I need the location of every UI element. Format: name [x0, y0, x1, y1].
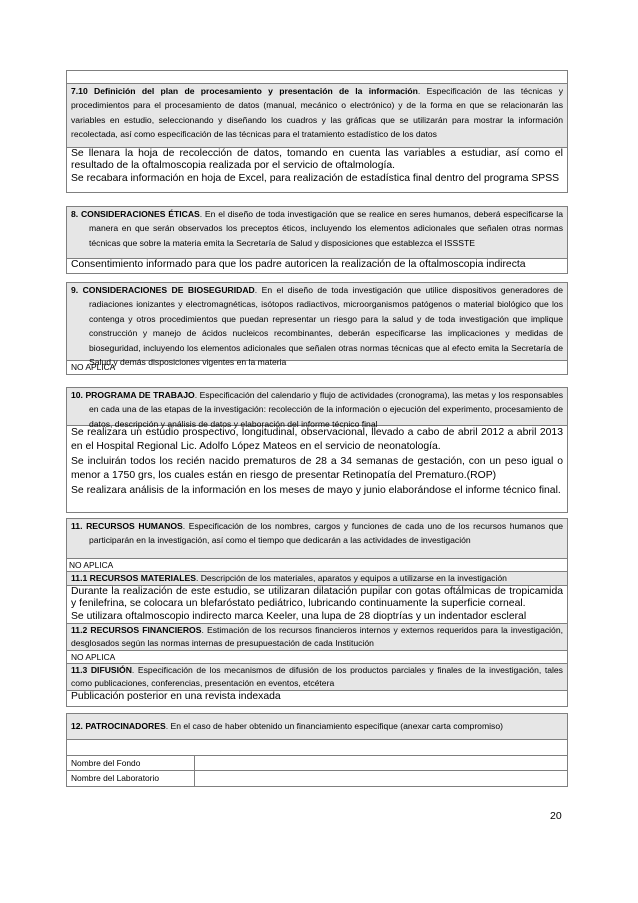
section-7-10-heading [67, 84, 567, 148]
section-11-heading [67, 519, 567, 559]
section-7-10-text-1: Se llenara la hoja de recolección de datos, tomando en cuenta las variables a estudiar, así como el resultado de la oftalmoscopia realizada por el servicio de oftalmología. [71, 148, 563, 172]
sponsor-laboratory-value [195, 771, 567, 786]
section-9-title: 9. CONSIDERACIONES DE BIOSEGURIDAD [71, 285, 255, 295]
section-12-table [66, 713, 568, 787]
section-11-2-title: 11.2 RECURSOS FINANCIEROS [71, 625, 202, 635]
section-11-3-title: 11.3 DIFUSIÓN [71, 665, 132, 675]
section-8-description: . En el diseño de toda investigación que se realice en seres humanos, deberá especificarse la manera en que serán observados los preceptos éticos, incluyendo los elementos adicionales que señalen otras normas técnicas que sobre la materia emita la Secretaría de Salud y disposiciones que establezca el ISSSTE [89, 209, 563, 248]
section-10-description: . Especificación del calendario y flujo de actividades (cronograma), las metas y los responsables en cada una de las etapas de la investigación: recolección de la información o ejecución del experimento, procesamiento de datos, descripción y análisis de datos y elaboración del informe técnico final [89, 390, 563, 429]
section-11-3-description: . Especificación de los mecanismos de difusión de los productos parciales y finales de la investigación, tales como publicaciones, conferencias, presentación en eventos, etcétera [71, 665, 563, 688]
section-10-text-2: Se incluirán todos los recién nacido prematuros de 28 a 34 semanas de gestación, con un peso igual o menor a 1750 grs, los cuales están en riesgo de presentar Retinopatía del Prematuro.(ROP) [71, 455, 563, 482]
section-11-2-body [67, 651, 567, 664]
section-11-1-title: 11.1 RECURSOS MATERIALES [71, 573, 196, 583]
section-9-text: NO APLICA [71, 362, 116, 372]
section-12-title: 12. PATROCINADORES [71, 721, 166, 731]
section-10-heading [67, 388, 567, 429]
sponsor-fund-label: Nombre del Fondo [67, 756, 195, 770]
section-8-heading [67, 207, 567, 259]
section-8-body [67, 259, 567, 273]
section-12-description: . En el caso de haber obtenido un financiamiento especifique (anexar carta compromiso) [165, 721, 503, 731]
section-7-10-description: . Especificación de las técnicas y procedimientos para el procesamiento de datos (manual, mecánico o electrónico) y de la forma en que se relacionarán las variables en estudio, seleccionando y diseñando los cuadros y las gráficas que se utilizarán para mostrar la información recolectada, así como especificación de las técnicas para el tratamiento estadístico de los datos [71, 86, 563, 140]
section-11-1-description: . Descripción de los materiales, aparatos y equipos a utilizarse en la investigación [195, 573, 507, 583]
page-number: 20 [550, 810, 562, 822]
section-10-body [67, 426, 567, 512]
section-12-spacer [67, 740, 567, 756]
section-11-3-body [67, 691, 567, 706]
sponsor-fund-value [195, 756, 567, 770]
section-11-table [66, 518, 568, 707]
section-11-1-heading [67, 572, 567, 586]
section-11-2-text: NO APLICA [71, 652, 116, 662]
sponsor-laboratory-label: Nombre del Laboratorio [67, 771, 195, 786]
section-7-10-table [66, 70, 568, 193]
section-8-title: 8. CONSIDERACIONES ÉTICAS [71, 209, 200, 219]
section-8-text: Consentimiento informado para que los padre autoricen la realización de la oftalmoscopia indirecta [71, 259, 526, 270]
section-10-text-1: Se realizara un estudio prospectivo, longitudinal, observacional, llevado a cabo de abril 2012 a abril 2013 en el Hospital Regional Lic. Adolfo López Mateos en el servicio de neonatología. [71, 427, 563, 453]
section-11-body [67, 559, 567, 572]
section-11-3-heading [67, 664, 567, 691]
section-11-title: 11. RECURSOS HUMANOS [71, 521, 183, 531]
section-11-description: . Especificación de los nombres, cargos y funciones de cada uno de los recursos humanos que participarán en la investigación, así como el tiempo que dedicarán a las actividades de investigación [89, 521, 563, 546]
section-11-1-text-1: Durante la realización de este estudio, se utilizaran dilatación pupilar con gotas oftálmicas de tropicamida y fenilefrina, se colocara un blefaróstato pediátrico, lubricando continuamente la superficie corneal. [71, 586, 563, 610]
section-9-description: . En el diseño de toda investigación que utilice dispositivos generadores de radiaciones ionizantes y electromagnéticas, isótopos radiactivos, microorganismos patógenos o material biológico que los contenga y otros procedimientos que puedan representar un riesgo para la salud y de toda investigación que implique construcción y manejo de ácidos nucleicos recombinantes, deberán especificarse las implicaciones y medidas de bioseguridad, incluyendo los elementos adicionales que señalen otras normas técnicas que al efecto emita la Secretaría de Salud y demás disposiciones vigentes en la materia [89, 285, 563, 368]
section-11-1-text-2: Se utilizara oftalmoscopio indirecto marca Keeler, una lupa de 28 dioptrías y un indentador escleral [71, 610, 527, 622]
section-7-10-text-2: Se recabara información en hoja de Excel, para realización de estadística final dentro del programa SPSS [71, 172, 560, 184]
section-11-2-description: . Estimación de los recursos financieros internos y externos requeridos para la investigación, desglosados según las normas internas de presupuestación de cada Institución [71, 625, 563, 648]
section-9-table [66, 282, 568, 375]
section-10-title: 10. PROGRAMA DE TRABAJO [71, 390, 195, 400]
sponsor-row-fund [67, 756, 567, 771]
section-10-table [66, 387, 568, 513]
section-12-heading [67, 714, 567, 740]
section-8-table [66, 206, 568, 274]
section-10-text-3: Se realizara análisis de la información en los meses de mayo y junio elaborándose el informe técnico final. [71, 484, 561, 496]
section-7-10-body [67, 148, 567, 192]
section-11-2-heading [67, 624, 567, 651]
section-11-3-text: Publicación posterior en una revista indexada [71, 691, 281, 702]
section-11-1-body [67, 586, 567, 624]
section-7-10-title: 7.10 Definición del plan de procesamiento y presentación de la información [71, 86, 418, 96]
sponsor-row-laboratory [67, 771, 567, 786]
section-11-text: NO APLICA [69, 560, 114, 570]
empty-row [67, 71, 567, 84]
